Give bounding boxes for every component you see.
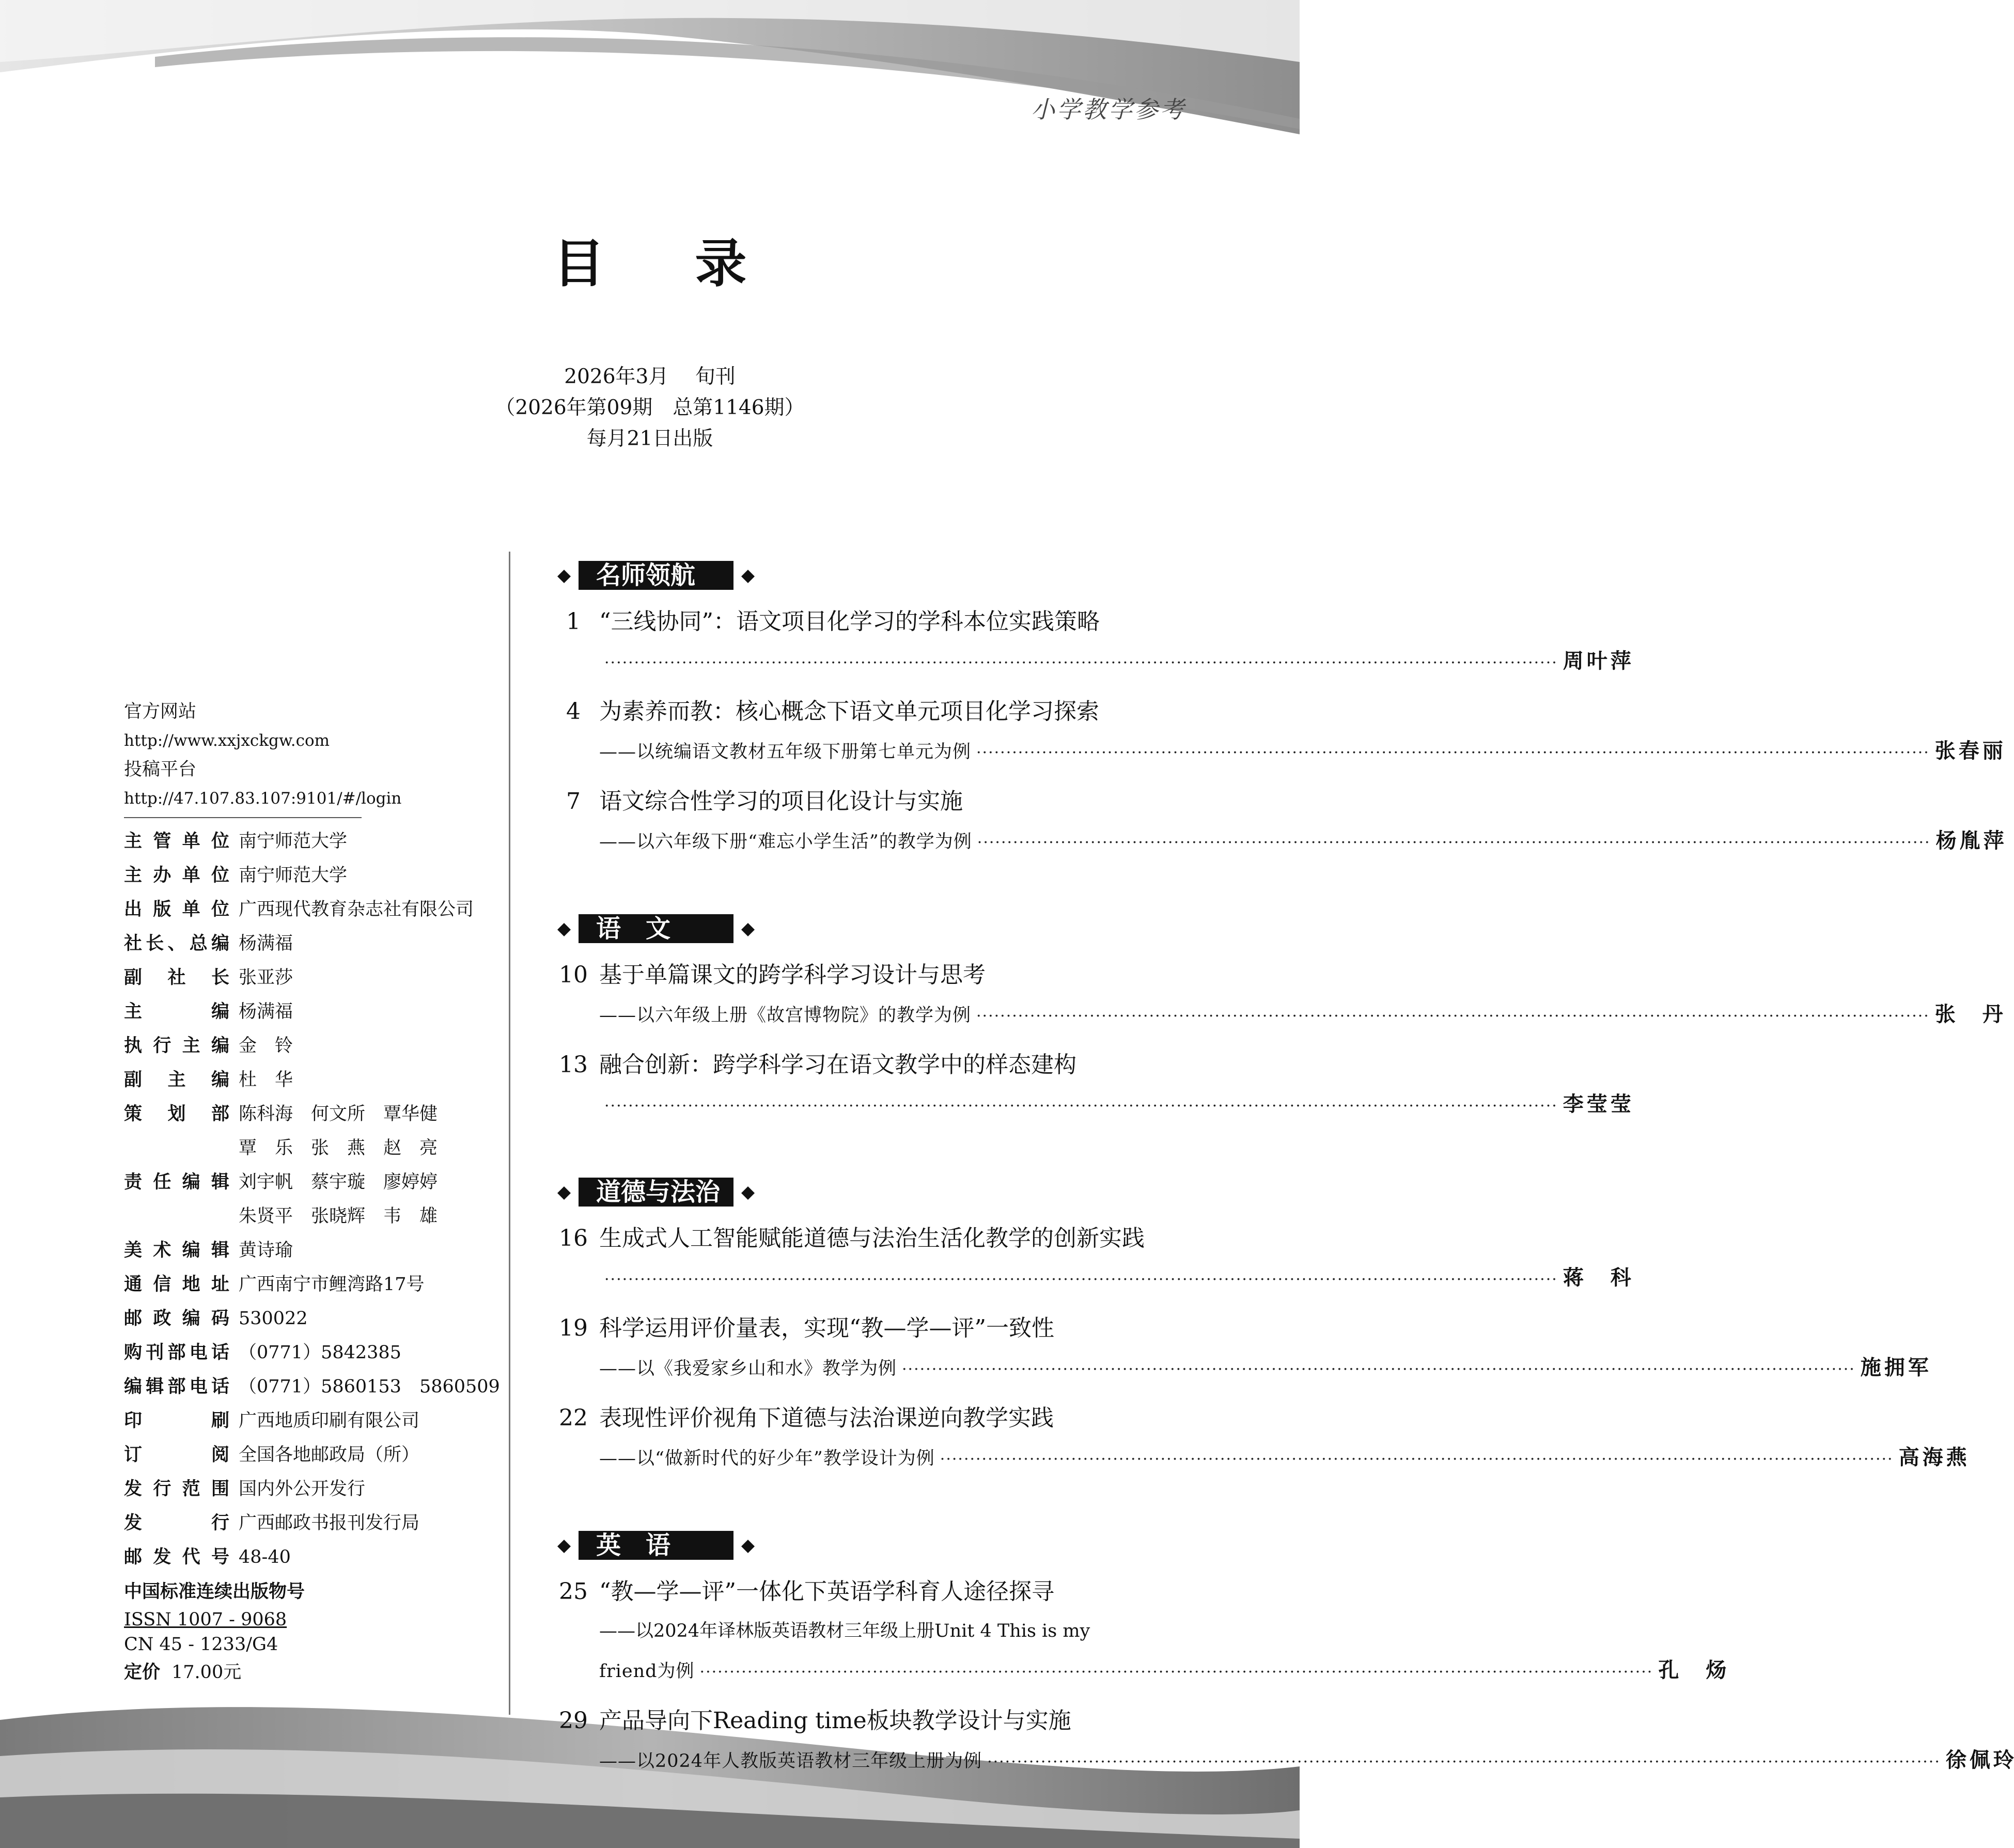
article-author: 杨胤萍 xyxy=(1935,829,2004,853)
entry-author-line xyxy=(548,1741,2014,1782)
publish-day: 每月21日出版 xyxy=(586,427,713,450)
diamond-icon xyxy=(741,922,755,937)
article-author: 施拥军 xyxy=(1860,1356,1929,1380)
submit-url[interactable]: http://47.107.83.107:9101/#/login xyxy=(124,789,402,808)
info-row xyxy=(124,892,506,927)
leader-dots: ································································································································································ xyxy=(987,1753,1941,1771)
section-heading xyxy=(548,911,1186,949)
article-author: 李莹莹 xyxy=(1563,1092,1631,1116)
article-title: “教—学—评”一体化下英语学科育人途径探寻 xyxy=(599,1578,1054,1605)
info-row xyxy=(124,1404,506,1438)
price-value: 17.00元 xyxy=(171,1662,242,1683)
diamond-icon xyxy=(741,1186,755,1200)
issn xyxy=(124,1607,506,1632)
page-number: 10 xyxy=(559,962,588,988)
article-author: 张 丹 xyxy=(1934,1003,2003,1026)
info-value: 张亚莎 xyxy=(239,967,293,988)
issn-value: ISSN 1007 - 9068 xyxy=(124,1609,287,1630)
issue-date: 2026年3月 旬刊 xyxy=(564,365,736,388)
page-number: 29 xyxy=(559,1708,588,1734)
info-value: 杨满福 xyxy=(239,933,293,954)
info-value: 广西地质印刷有限公司 xyxy=(239,1411,420,1431)
site-label: 官方网站 xyxy=(124,701,197,722)
info-value: 覃 乐 张 燕 赵 亮 xyxy=(239,1138,438,1158)
article-author: 高海燕 xyxy=(1898,1446,1967,1469)
info-row xyxy=(124,1063,506,1097)
info-value: 广西南宁市鲤湾路17号 xyxy=(239,1274,425,1295)
section-gap xyxy=(548,1135,1186,1174)
price xyxy=(124,1657,506,1688)
submit-label: 投稿平台 xyxy=(124,759,197,780)
info-key: 邮发代号 xyxy=(124,1547,229,1568)
section-heading xyxy=(548,558,1186,596)
article-author: 张春丽 xyxy=(1934,739,2003,763)
info-key: 通信地址 xyxy=(124,1274,229,1295)
info-key: 主办单位 xyxy=(124,865,229,886)
info-row xyxy=(124,858,506,892)
entry-title-line xyxy=(548,1219,1186,1258)
page-number: 7 xyxy=(566,788,581,815)
info-key: 发行 xyxy=(124,1513,229,1533)
info-row xyxy=(124,1131,506,1165)
info-value: 南宁师范大学 xyxy=(239,831,348,852)
leader-dots: ································································································································································ xyxy=(699,1663,1653,1681)
info-key: 订阅 xyxy=(124,1445,229,1465)
section-gap xyxy=(548,872,1186,911)
info-value: 刘宇帆 蔡宇璇 廖婷婷 xyxy=(239,1172,438,1193)
journal-tag: 小学教学参考 xyxy=(1031,96,1186,123)
leader-dots: ································································································································································ xyxy=(604,1271,1558,1289)
info-row xyxy=(124,824,506,858)
info-key: 美术编辑 xyxy=(124,1240,229,1261)
info-value: 朱贤平 张晓辉 韦 雄 xyxy=(239,1206,438,1227)
article-subtitle: ——以《我爱家乡山和水》教学为例 xyxy=(599,1358,897,1379)
entry-title-line xyxy=(548,956,1186,995)
article-title: “三线协同”：语文项目化学习的学科本位实践策略 xyxy=(599,608,1100,635)
info-row xyxy=(124,1540,506,1574)
toc-entry[interactable] xyxy=(548,1309,1929,1389)
info-key: 社长、总编 xyxy=(124,933,229,954)
info-row xyxy=(124,1029,506,1063)
entry-title-line xyxy=(548,1701,1186,1741)
page-number: 16 xyxy=(559,1225,588,1251)
info-row xyxy=(124,1302,506,1336)
info-key: 出版单位 xyxy=(124,899,229,920)
entry-author-line xyxy=(548,1085,1631,1126)
info-value: 杜 华 xyxy=(239,1070,293,1090)
diamond-icon xyxy=(557,922,571,937)
info-key: 主管单位 xyxy=(124,831,229,852)
entry-title-line xyxy=(548,1309,1186,1348)
issue-info xyxy=(0,362,1300,455)
info-value: （0771）5842385 xyxy=(239,1342,401,1363)
toc-entry[interactable] xyxy=(548,782,2004,863)
serial-number-title: 中国标准连续出版物号 xyxy=(124,1581,305,1602)
info-row xyxy=(124,1097,506,1131)
info-key: 编辑部电话 xyxy=(124,1376,229,1397)
info-value: 陈科海 何文所 覃华健 xyxy=(239,1104,438,1124)
info-row xyxy=(124,1472,506,1506)
page-number: 13 xyxy=(559,1052,588,1078)
entry-title-line xyxy=(548,692,1186,731)
toc-entry[interactable] xyxy=(548,1219,1631,1299)
entry-author-line xyxy=(548,821,2004,863)
entry-author-line xyxy=(548,995,2003,1036)
article-subtitle: friend为例 xyxy=(599,1661,695,1682)
section-label: 语 文 xyxy=(579,914,733,943)
toc-entry[interactable] xyxy=(548,602,1631,683)
info-row xyxy=(124,1370,506,1404)
info-value: （0771）5860153 5860509 xyxy=(239,1376,500,1397)
info-row xyxy=(124,1233,506,1267)
info-key: 副社长 xyxy=(124,967,229,988)
info-key: 副主编 xyxy=(124,1070,229,1090)
page-number: 4 xyxy=(566,698,581,725)
article-subtitle: ——以“做新时代的好少年”教学设计为例 xyxy=(599,1448,935,1469)
info-value: 48-40 xyxy=(239,1547,291,1568)
info-value: 广西邮政书报刊发行局 xyxy=(239,1513,420,1533)
section-heading xyxy=(548,1528,1186,1566)
diamond-icon xyxy=(741,569,755,584)
info-key: 策划部 xyxy=(124,1104,229,1124)
leader-dots: ································································································································································ xyxy=(976,1007,1930,1025)
info-row xyxy=(124,1267,506,1302)
info-value: 黄诗瑜 xyxy=(239,1240,293,1261)
article-author: 孔 炀 xyxy=(1658,1658,1727,1682)
info-key: 印刷 xyxy=(124,1411,229,1431)
info-value: 广西现代教育杂志社有限公司 xyxy=(239,899,474,920)
section-label: 道德与法治 xyxy=(579,1178,733,1207)
article-subtitle: ——以统编语文教材五年级下册第七单元为例 xyxy=(599,742,972,762)
entry-title-line xyxy=(548,1399,1186,1438)
entry-title-line xyxy=(548,1572,1186,1611)
cn-number: CN 45 - 1233/G4 xyxy=(124,1634,278,1655)
leader-dots: ································································································································································ xyxy=(604,1097,1558,1115)
toc-entry[interactable] xyxy=(548,1399,1967,1479)
info-key: 发行范围 xyxy=(124,1479,229,1499)
info-value: 金 铃 xyxy=(239,1036,293,1056)
entry-author-line xyxy=(548,1438,1967,1479)
section-label: 英 语 xyxy=(579,1531,733,1560)
entry-author-line xyxy=(548,641,1631,683)
leader-dots: ································································································································································ xyxy=(976,744,1930,762)
entry-title-line xyxy=(548,1045,1186,1085)
info-row xyxy=(124,1438,506,1472)
section-gap xyxy=(548,1489,1186,1528)
article-subtitle: ——以六年级上册《故宫博物院》的教学为例 xyxy=(599,1005,972,1026)
entry-author-line xyxy=(548,731,2003,773)
section-heading xyxy=(548,1174,1186,1213)
info-value: 全国各地邮政局（所） xyxy=(239,1445,420,1465)
issue-number: （2026年第09期 总第1146期） xyxy=(495,396,805,419)
price-label: 定价 xyxy=(124,1662,161,1683)
page-title: 目 录 xyxy=(553,233,783,294)
site-url[interactable]: http://www.xxjxckgw.com xyxy=(124,731,330,750)
leader-dots: ································································································································································ xyxy=(902,1360,1855,1379)
info-row xyxy=(124,995,506,1029)
diamond-icon xyxy=(557,1539,571,1554)
info-value: 南宁师范大学 xyxy=(239,865,348,886)
info-value: 国内外公开发行 xyxy=(239,1479,366,1499)
column-divider xyxy=(509,552,510,1715)
page-number: 1 xyxy=(566,608,581,635)
info-rows xyxy=(124,824,506,1574)
page-number: 19 xyxy=(559,1315,588,1341)
masthead-info xyxy=(124,697,506,1688)
toc-entry[interactable] xyxy=(548,1572,1727,1692)
article-author: 周叶萍 xyxy=(1563,649,1631,673)
leader-dots: ································································································································································ xyxy=(940,1450,1894,1468)
info-rule xyxy=(124,817,362,818)
article-title: 产品导向下Reading time板块教学设计与实施 xyxy=(599,1708,1071,1734)
info-key: 购刊部电话 xyxy=(124,1342,229,1363)
entry-author-line xyxy=(548,1348,1929,1389)
entry-title-line xyxy=(548,602,1186,641)
section-label: 名师领航 xyxy=(579,561,733,590)
leader-dots: ································································································································································ xyxy=(977,834,1931,852)
info-key: 执行主编 xyxy=(124,1036,229,1056)
toc-entry[interactable] xyxy=(548,1701,2014,1782)
diamond-icon xyxy=(557,1186,571,1200)
article-title: 基于单篇课文的跨学科学习设计与思考 xyxy=(599,962,986,988)
info-row xyxy=(124,961,506,995)
article-title: 为素养而教：核心概念下语文单元项目化学习探索 xyxy=(599,698,1099,725)
article-title: 表现性评价视角下道德与法治课逆向教学实践 xyxy=(599,1405,1054,1431)
article-author: 蒋 科 xyxy=(1563,1266,1631,1290)
leader-dots: ································································································································································ xyxy=(604,654,1558,672)
info-row xyxy=(124,1199,506,1233)
article-subtitle: ——以六年级下册“难忘小学生活”的教学为例 xyxy=(599,832,972,852)
info-row xyxy=(124,1506,506,1540)
info-key: 邮政编码 xyxy=(124,1308,229,1329)
table-of-contents xyxy=(548,558,2014,1791)
entry-title-line xyxy=(548,782,1186,821)
page-number: 25 xyxy=(559,1578,588,1605)
article-title: 科学运用评价量表，实现“教—学—评”一致性 xyxy=(599,1315,1054,1341)
entry-author-line xyxy=(548,1651,1727,1692)
toc-entry[interactable] xyxy=(548,956,2003,1036)
info-key: 责任编辑 xyxy=(124,1172,229,1193)
info-key: 主编 xyxy=(124,1001,229,1022)
article-title: 生成式人工智能赋能道德与法治生活化教学的创新实践 xyxy=(599,1225,1145,1251)
page-number: 22 xyxy=(559,1405,588,1431)
info-row xyxy=(124,927,506,961)
article-author: 徐佩玲 xyxy=(1945,1748,2014,1772)
diamond-icon xyxy=(741,1539,755,1554)
info-value: 杨满福 xyxy=(239,1001,293,1022)
article-title: 语文综合性学习的项目化设计与实施 xyxy=(599,788,963,815)
article-title: 融合创新：跨学科学习在语文教学中的样态建构 xyxy=(599,1052,1076,1078)
article-subtitle: ——以2024年人教版英语教材三年级上册为例 xyxy=(599,1751,982,1772)
entry-author-line xyxy=(548,1258,1631,1299)
info-row xyxy=(124,1336,506,1370)
info-value: 530022 xyxy=(239,1308,308,1329)
toc-entry[interactable] xyxy=(548,692,2003,773)
diamond-icon xyxy=(557,569,571,584)
toc-entry[interactable] xyxy=(548,1045,1631,1126)
article-subtitle: ——以2024年译林版英语教材三年级上册Unit 4 This is my xyxy=(599,1621,1090,1641)
info-row xyxy=(124,1165,506,1199)
